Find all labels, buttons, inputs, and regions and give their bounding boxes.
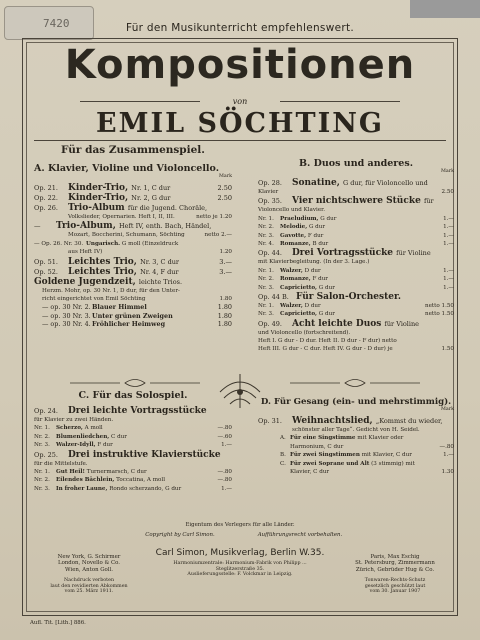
agents-left: New York, G. Schirmer London, Novello & Co. Wien, Anton Goll. [57, 554, 121, 573]
list-item: Op. 44. Drei Vortragsstücke für Violine [258, 248, 431, 259]
goldene-jugendzeit: Goldene Jugendzeit, leichte Trios. [34, 276, 183, 287]
list-item: Heft III. G dur - C dur. Heft IV. G dur - D dur) je 1.50 [258, 346, 454, 353]
performance-rights: Aufführungsrecht vorbehalten. [257, 532, 343, 538]
von-label: von [232, 97, 248, 106]
mark-label: Mark [441, 407, 454, 412]
list-item: Op. 26. Trio-Album für die Jugend. Choräle, [34, 203, 208, 213]
list-item: Nr. 2. Blumenliedchen, C dur —.60 [34, 433, 232, 440]
list-item: Volkslieder, Opernarien. Heft I, II, III. netto je 1.20 [68, 214, 232, 220]
list-item: Op. 49. Acht leichte Duos für Violine [258, 318, 419, 329]
list-item: B. Für zwei Singstimmen mit Klavier, C dur 1.— [280, 452, 454, 459]
list-item: Op. 51. Leichtes Trio, Nr. 3, C dur 3.— [34, 256, 232, 267]
list-item: Nr. 2. Romanze, F dur 1.— [258, 276, 454, 283]
section-b-title: B. Duos und anderes. [299, 158, 413, 169]
mark-label: Mark [219, 174, 232, 179]
section-d-title: D. Für Gesang (ein- und mehrstimmig). [260, 397, 452, 407]
list-item: schönster aller Tage“. Gedicht von H. Seidel. [292, 427, 420, 433]
list-item: Op. 21. Kinder-Trio, Nr. 1, C dur 2.50 [34, 183, 232, 193]
mark-label: Mark [441, 169, 454, 174]
list-item: Nr. 1. Praeludium, G dur 1.— [258, 215, 454, 222]
list-item: Klavier, C dur 1.30 [290, 468, 454, 475]
ornament-line-icon [290, 376, 420, 390]
list-item: Nr. 1. Walzer, D dur netto 1.50 [258, 302, 454, 309]
list-item: Op. 31. Weihnachtslied, „Kommst du wieder, [258, 416, 443, 426]
list-item: Op. 28. Sonatine, G dur, für Violoncello und [258, 178, 428, 188]
list-item: Op. 25. Drei instruktive Klavierstücke [34, 449, 221, 460]
list-item: für die Mittelstufe. [34, 460, 88, 467]
list-item: aus Heft IV) 1.20 [68, 249, 232, 256]
list-item: Op. 44 B. Für Salon-Orchester. [258, 291, 402, 302]
catalog-number: Aufl. Tit. [Lith.] 886. [30, 620, 86, 626]
list-item: Nr. 1. Walzer, D dur 1.— [258, 267, 454, 274]
list-item: richt eingerichtet von Emil Söchting 1.80 [42, 295, 232, 302]
list-item: für Klavier zu zwei Händen. [34, 417, 114, 423]
list-item: Mozart, Boccherini, Schumann, Söchting netto 2.— [68, 232, 232, 239]
list-item: Nr. 1. Gut Heil! Turnermarsch, C dur —.80 [34, 468, 232, 475]
agents-right: Paris, Max Eschig St. Petersburg, Zimmermann Zürich, Gebrüder Hug & Co. [355, 554, 435, 573]
scanner-edge [410, 0, 480, 18]
rights-notice: Eigentum des Verlegers für alle Länder. [185, 522, 295, 528]
list-item: Op. 52. Leichtes Trio, Nr. 4, F dur 3.— [34, 266, 232, 277]
protection-notice: Tonwaren-Rechts-Schutz gesetzlich geschützt laut vom 30. Januar 1907 [364, 578, 426, 595]
section-c [34, 392, 232, 493]
list-item: und Violoncello (fortschreitend). [258, 329, 351, 336]
left-column [34, 146, 232, 329]
publisher-name: Carl Simon, Musikverlag, Berlin W.35. [155, 548, 325, 558]
list-item: Klavier 2.50 [258, 189, 454, 195]
list-item: Violoncello und Klavier. [258, 207, 325, 214]
right-column [258, 160, 454, 354]
divider [70, 38, 410, 39]
composer-name: EMIL SÖCHTING [96, 108, 384, 139]
stamp-number: 7420 [43, 17, 70, 30]
section-c-title: C. Für das Solospiel. [78, 390, 188, 401]
divider [280, 101, 400, 102]
list-item: — Trio-Album, Heft IV, enth. Bach, Händel, [34, 221, 212, 232]
divider [34, 140, 446, 141]
reprint-notice: Nachdruck verboten laut den revidierten Abkommen vom 25. März 1911. [50, 578, 128, 595]
list-item: Op. 24. Drei leichte Vortragsstücke [34, 406, 207, 416]
list-item: Harmonium, C dur —.80 [290, 443, 454, 450]
list-item: C. Für zwei Soprane und Alt (3 stimmig) mit [280, 460, 415, 467]
list-item: — op. 30 Nr. 4. Fröhlicher Heimweg 1.80 [42, 320, 232, 329]
recommendation: Für den Musikunterricht empfehlenswert. [125, 22, 355, 34]
copyright: Copyright by Carl Simon. [145, 532, 215, 538]
list-item: A. Für eine Singstimme mit Klavier oder [280, 435, 404, 442]
list-item: Nr. 3. Capricietto, G dur netto 1.50 [258, 311, 454, 318]
list-item: Op. 35. Vier nichtschwere Stücke für [258, 196, 434, 207]
section-d [258, 398, 454, 476]
page-title: Kompositionen [64, 42, 416, 88]
ornament-line-icon [70, 376, 200, 390]
publisher-details: Harmoniumzentrale: Harmonium-Fabrik von Philipp ... Steglitzerstraße 35. Auslieferungsstelle: F. Volckmar in Leipzig. [173, 561, 307, 578]
list-item: Nr. 3. In froher Laune, Rondo scherzando, G dur 1.— [34, 485, 232, 492]
section-a-title: A. Klavier, Violine und Violoncello. [34, 163, 220, 174]
list-item: Nr. 2. Eilendes Bächlein, Toccatina, A moll —.80 [34, 477, 232, 484]
heading-zusammenspiel: Für das Zusammenspiel. [61, 144, 205, 156]
list-item: — op. 30 Nr. 2. Blauer Himmel 1.80 [42, 303, 232, 312]
list-item: mit Klavierbegleitung. (In der 3. Lage.) [258, 259, 370, 266]
list-item: — op. 30 Nr. 3. Unter grünen Zweigen 1.80 [42, 311, 232, 320]
list-item: — Op. 26. Nr. 30. Ungarisch. G moll (Einzeldruck [34, 240, 179, 247]
list-item: Op. 22. Kinder-Trio, Nr. 2, G dur 2.50 [34, 193, 232, 203]
list-item: Herzm. Mohr, op. 30 Nr. 1, D dur, für den Unter- [42, 287, 180, 294]
list-item: Nr. 3. Gavotte, F dur 1.— [258, 232, 454, 239]
list-item: Heft I. G dur - D dur. Heft II. D dur - F dur) netto [258, 338, 397, 345]
list-item: Nr. 2. Melodie, G dur 1.— [258, 224, 454, 231]
list-item: Nr. 1. Scherzo, A moll —.80 [34, 425, 232, 432]
list-item: Nr. 3. Walzer-Idyll, F dur 1.— [34, 442, 232, 449]
list-item: Nr. 3. Capricietto, G dur 1.— [258, 284, 454, 291]
list-item: Nr. 4. Romanze, B dur 1.— [258, 240, 454, 247]
